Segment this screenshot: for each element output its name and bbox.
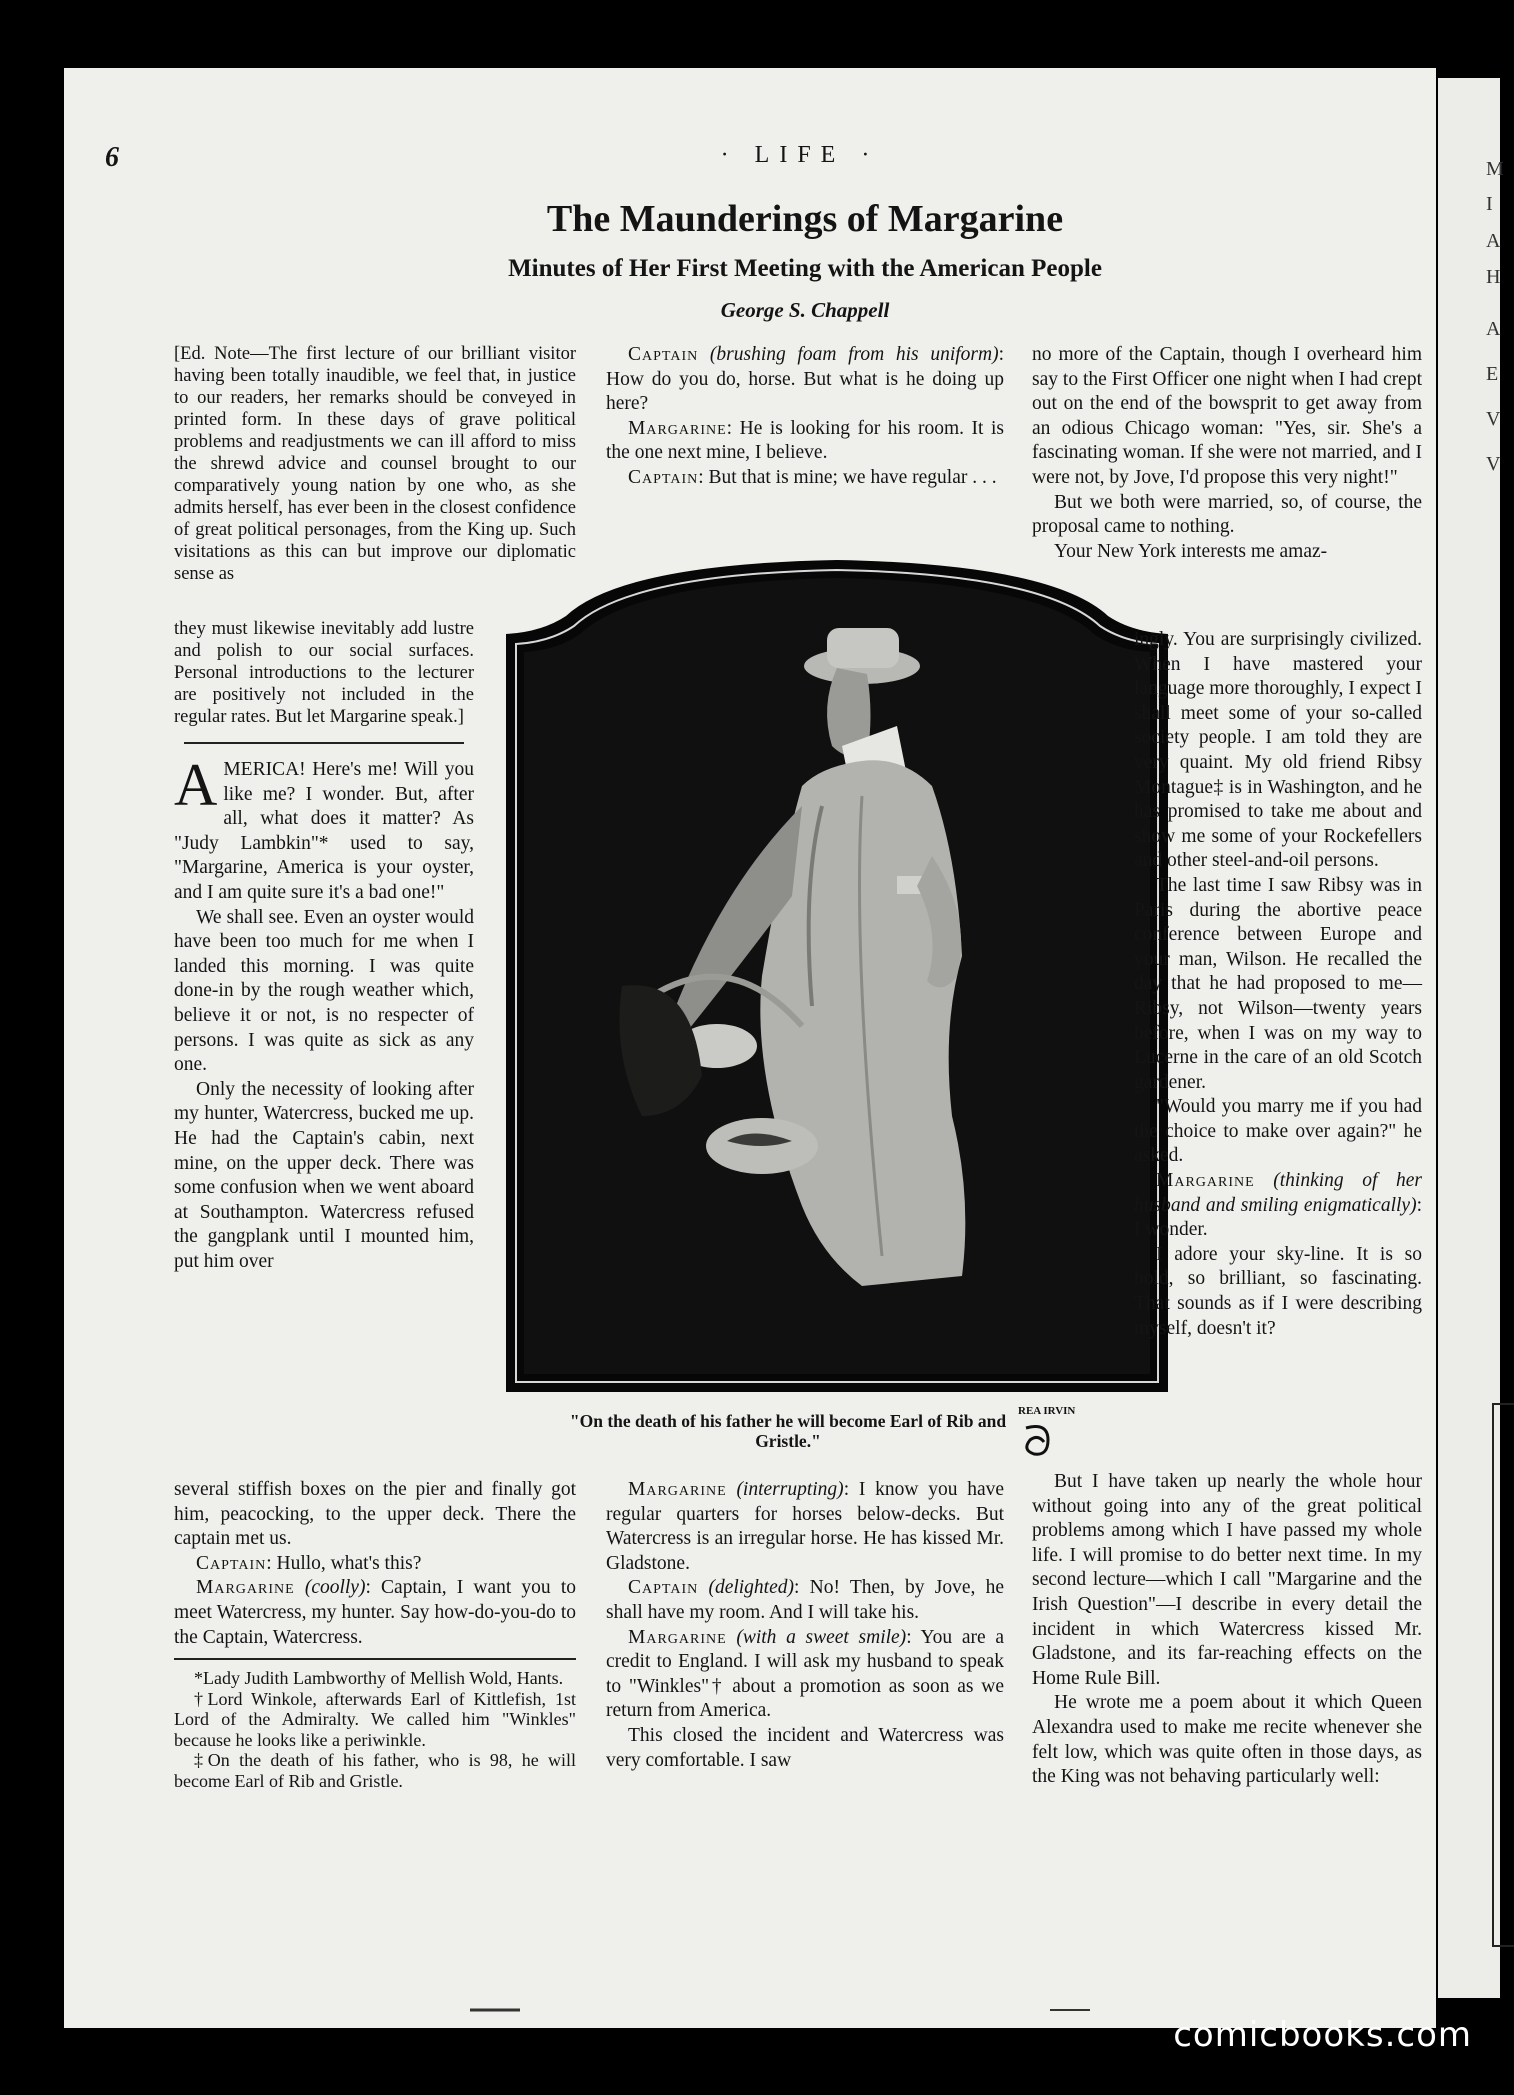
running-title: · LIFE · [720, 142, 880, 168]
editor-note: [Ed. Note—The first lecture of our brilliant visitor having been totally inaudible, we feel that, in justice to our readers, her remarks should be conveyed in printed form. In these days of grave political problems and readjustments we can ill afford to miss the shrewd advice and counsel brought to our comparatively young nation by one who, as she admits herself, has ever been in the closest confidence of great political personages, from the King up. Such visitations as this can but improve our diplomatic sense as [174, 344, 576, 584]
dialogue-line: Captain: Hullo, what's this? [196, 1552, 422, 1574]
paragraph: We shall see. Even an oyster would have been too much for me when I landed this morning. I was quite done-in by the rough weather which, believe it or not, is no respecter of persons. I was quite as sick as any one. [174, 906, 474, 1076]
adjacent-page-border [1492, 1403, 1514, 1947]
column-1 [174, 343, 576, 585]
column-1-lower [174, 1478, 576, 1791]
illustration-caption: "On the death of his father he will become Earl of Rib and Gristle." [569, 1411, 1007, 1451]
dialogue-line: Margarine (interrupting): I know you have regular quarters for horses below-decks. But Watercress is an irregular horse. He has kissed Mr. Gladstone. [606, 1479, 1005, 1574]
column-1-narrow [174, 618, 474, 1274]
article-subtitle: Minutes of Her First Meeting with the American People [508, 255, 1102, 282]
adjacent-page-letter: H [1486, 266, 1501, 288]
dialogue-line: Margarine (coolly): Captain, I want you to meet Watercress, my hunter. Say how-do-you-do to the Captain, Watercress. [174, 1577, 576, 1648]
watermark: comicbooks.com [1173, 2015, 1472, 2055]
editor-note-continued: they must likewise inevitably add lustre and polish to our social surfaces. Personal introductions to the lecturer are positively not included in the regular rates. But let Margarine speak.] [174, 619, 474, 727]
svg-text:REA IRVIN: REA IRVIN [1018, 1405, 1076, 1417]
footnote: *Lady Judith Lambworthy of Mellish Wold, Hants. [194, 1668, 564, 1689]
paragraph: ingly. You are surprisingly civilized. When I have mastered your language more thoroughly, I expect I shall meet some of your so-called society people. I am told they are very quaint. My old friend Ribsy Montague‡ is in Washington, and he has promised to take me about and show me some of your Rockefellers and other steel-and-oil persons. [1134, 629, 1422, 872]
adjacent-page-letter: A [1486, 318, 1501, 340]
paragraph: This closed the incident and Watercress was very comfortable. I saw [606, 1724, 1004, 1771]
adjacent-page-letter: I [1486, 193, 1493, 215]
column-3 [1032, 343, 1422, 564]
column-3-lower [1032, 1470, 1422, 1790]
paragraph: But I have taken up nearly the whole hour without going into any of the great political problems among which I have passed my whole life. I will promise to do better next time. In my second lecture—which I call "Margarine and the Irish Question"—I describe in every detail the incident in which Watercress kissed Mr. Gladstone, and its far-reaching effects on the Home Rule Bill. [1032, 1471, 1422, 1689]
article-title: The Maunderings of Margarine [546, 198, 1064, 240]
paragraph: several stiffish boxes on the pier and finally got him, peacocking, to the upper deck. There the captain met us. [174, 1479, 576, 1550]
adjacent-page-edge [1438, 78, 1504, 1998]
dialogue-line: Margarine (thinking of her husband and smiling enigmatically): I wonder. [1134, 1170, 1422, 1241]
adjacent-page-letter: V [1486, 408, 1501, 430]
footnote: ‡On the death of his father, who is 98, he will become Earl of Rib and Gristle. [174, 1750, 576, 1791]
paragraph: He wrote me a poem about it which Queen Alexandra used to make me recite whenever she felt low, which was quite often in those days, as the King was not behaving particularly well: [1032, 1692, 1422, 1788]
paragraph: Your New York interests me amaz- [1054, 540, 1328, 562]
opening-paragraph: AMERICA! Here's me! Will you like me? I wonder. But, after all, what does it matter? As "Judy Lambkin"* used to say, "Margarine, America is your oyster, and I am quite sure it's a bad one!" [174, 752, 474, 903]
paragraph: The last time I saw Ribsy was in Paris during the abortive peace conference between Europe and your man, Wilson. He recalled the day that he had proposed to me—Ribsy, not Wilson—twenty years before, when I was on my way to Lucerne in the care of an old Scotch gardener. [1134, 874, 1422, 1093]
dialogue-line: Captain: But that is mine; we have regular . . . [628, 466, 997, 488]
paragraph: "Would you marry me if you had the choice to make over again?" he asked. [1134, 1096, 1422, 1167]
adjacent-page-letter: V [1486, 453, 1501, 475]
paragraph: But we both were married, so, of course, the proposal came to nothing. [1032, 491, 1422, 538]
adjacent-page-letter: M [1486, 158, 1504, 180]
artist-signature [1018, 1400, 1076, 1460]
illustration [502, 556, 1172, 1396]
adjacent-page-letter: E [1486, 363, 1499, 385]
page-number: 6 [105, 142, 119, 173]
column-3-narrow [1134, 628, 1422, 1341]
paragraph: I adore your sky-line. It is so bold, so brilliant, so fascinating. That sounds as if I were describing myself, doesn't it? [1134, 1243, 1422, 1339]
illustration-drawing [502, 556, 1172, 1396]
adjacent-page-letter: A [1486, 230, 1501, 252]
dialogue-line: Margarine (with a sweet smile): You are a credit to England. I will ask my husband to speak to "Winkles"† about a promotion as soon as we return from America. [606, 1626, 1004, 1722]
print-marks [450, 2000, 1150, 2020]
drop-cap: A [174, 752, 218, 818]
dialogue-line: Captain (delighted): No! Then, by Jove, he shall have my room. And I will take his. [606, 1577, 1005, 1623]
section-rule [184, 742, 464, 744]
footnote: †Lord Winkole, afterwards Earl of Kittlefish, 1st Lord of the Admiralty. We called him "Winkles" because he looks like a periwinkle. [174, 1688, 576, 1750]
column-2 [606, 343, 1004, 491]
dialogue-line: Margarine: He is looking for his room. It is the one next mine, I believe. [606, 417, 1004, 464]
column-2-lower [606, 1478, 1004, 1773]
footnote-rule [174, 1658, 576, 1660]
footnotes [174, 1668, 576, 1791]
dialogue-line: Captain (brushing foam from his uniform): How do you do, horse. But what is he doing up here? [606, 344, 1005, 415]
paragraph: no more of the Captain, though I overheard him say to the First Officer one night when I had crept out on the end of the bowsprit to get away from an odious Chicago woman: "Yes, sir. She's a fascinating woman. If she were not married, and I were not, by Jove, I'd propose this very night!" [1032, 344, 1422, 488]
article-byline: George S. Chappell [720, 298, 890, 322]
paragraph: Only the necessity of looking after my hunter, Watercress, bucked me up. He had the Captain's cabin, next mine, on the upper deck. There was some confusion when we went aboard at Southampton. Watercress refused the gangplank until I mounted him, put him over [174, 1078, 474, 1272]
